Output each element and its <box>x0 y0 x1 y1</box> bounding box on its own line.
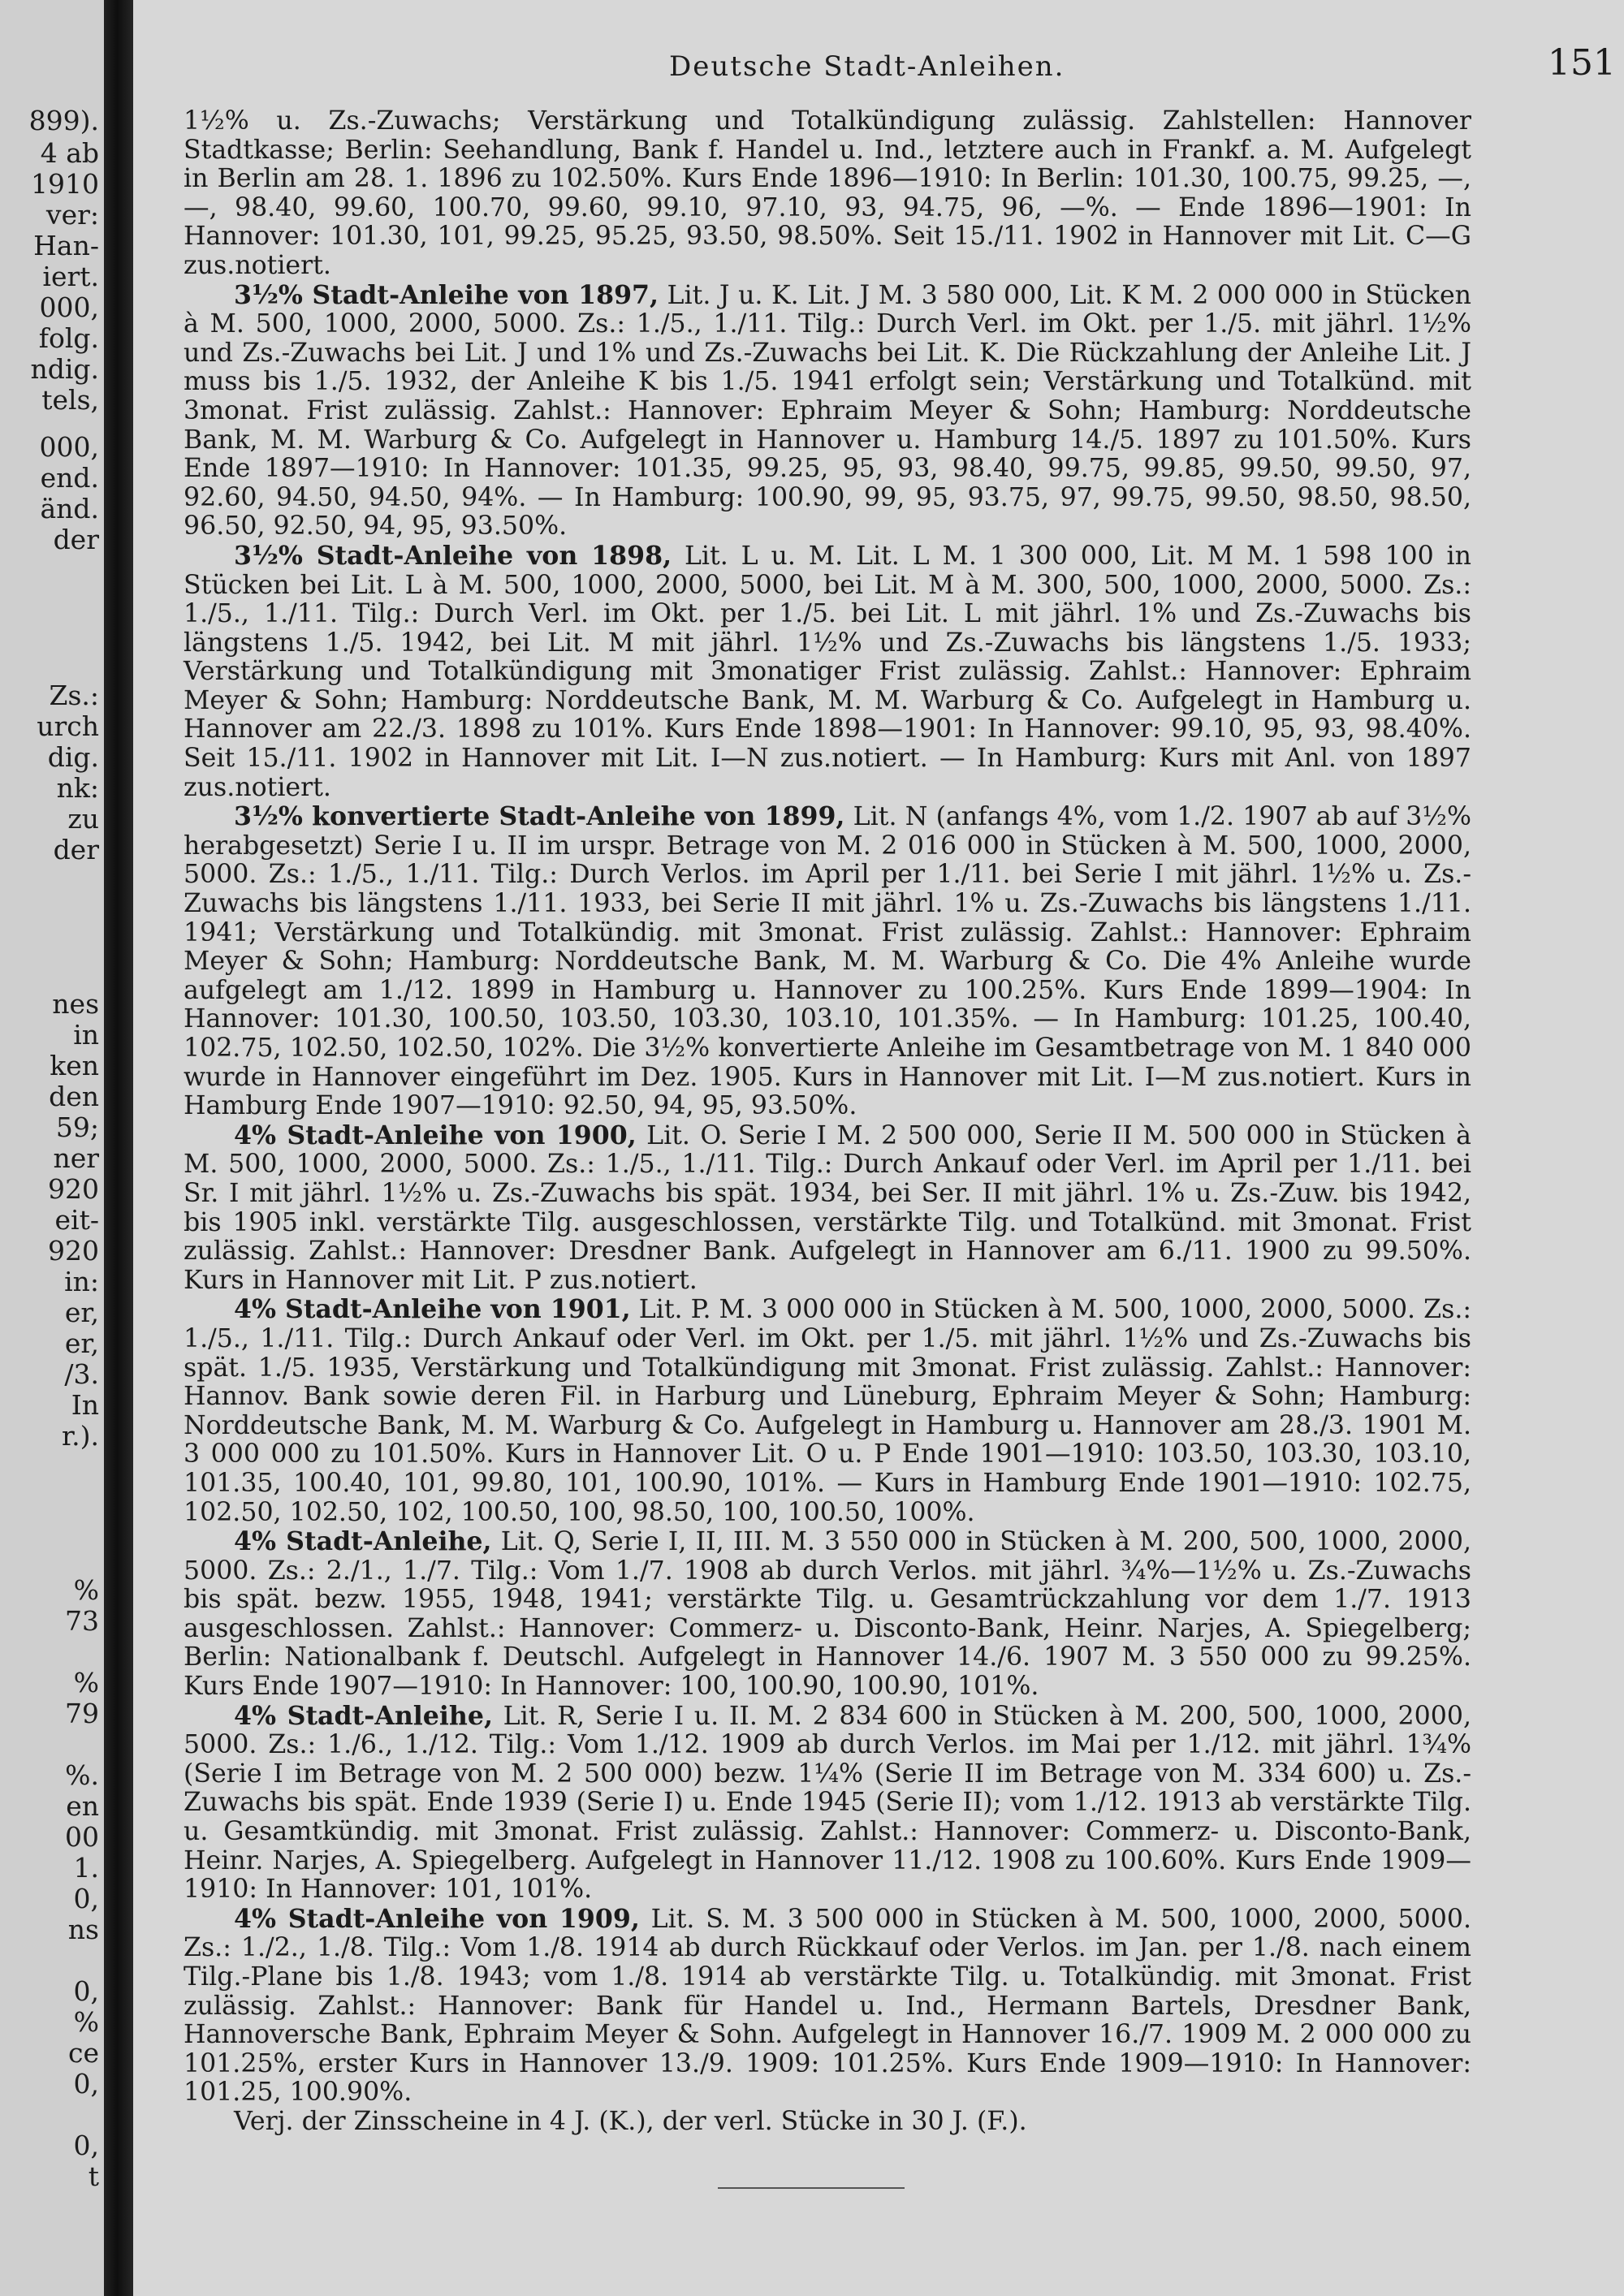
entry-heading: 4% Stadt-Anleihe von 1909, <box>234 1903 640 1934</box>
margin-fragment: %. <box>65 1759 99 1791</box>
margin-fragment: ce <box>67 2037 99 2069</box>
entry-heading: 4% Stadt-Anleihe von 1901, <box>234 1294 631 1325</box>
margin-fragment: nes <box>52 988 99 1020</box>
margin-fragment: 920 <box>48 1235 99 1267</box>
margin-fragment: 000, <box>39 291 99 323</box>
margin-fragment: nk: <box>56 772 99 804</box>
margin-fragment: % <box>73 1574 99 1606</box>
paragraph <box>184 542 1471 802</box>
margin-fragment: % <box>73 2006 99 2038</box>
margin-fragment: eit- <box>54 1204 99 1236</box>
margin-fragment: zu <box>67 803 99 835</box>
body-text <box>184 107 1471 2137</box>
paragraph-text: Lit. Q, Serie I, II, III. M. 3 550 000 in Stücken à M. 200, 500, 1000, 2000, 5000. Zs.: 2./1., 1./7. Tilg.: Vom 1./7. 1908 ab durch Verlos. mit jährl. ¾%—1½% u. Zs.-Zuwachs bis spät. bezw. 1955, 1948, 1941; verstärkte Tilg. u. Gesamtrückzahlung vor dem 1./7. 1913 ausgeschlossen. Zahlst.: Hannover: Commerz- u. Disconto-Bank, Heinr. Narjes, A. Spiegelberg; Berlin: Nationalbank f. Deutschl. Aufgelegt in Hannover 14./6. 1907 M. 3 550 000 zu 99.25%. Kurs Ende 1907—1910: In Hannover: 100, 100.90, 100.90, 101%. <box>184 1527 1471 1702</box>
margin-fragment: In <box>71 1389 99 1421</box>
margin-fragment: ner <box>53 1142 99 1174</box>
paragraph <box>184 107 1471 281</box>
margin-fragment: tels, <box>41 384 99 416</box>
margin-fragment: ver: <box>45 199 99 231</box>
margin-fragment: ndig. <box>30 353 99 385</box>
paragraph-text: Verj. der Zinsscheine in 4 J. (K.), der verl. Stücke in 30 J. (F.). <box>234 2106 1027 2136</box>
entry-heading: 4% Stadt-Anleihe, <box>234 1526 492 1557</box>
margin-fragment: 899). <box>28 105 99 136</box>
paragraph-text: Lit. N (anfangs 4%, vom 1./2. 1907 ab auf 3½% herabgesetzt) Serie I u. II im urspr. Betrage von M. 2 016 000 in Stücken à M. 500, 1000, 2000, 5000. Zs.: 1./5., 1./11. Tilg.: Durch Verlos. im April per 1./11. bei Serie I mit jährl. 1½% u. Zs.-Zuwachs bis längstens 1./11. 1933, bei Serie II mit jährl. 1% u. Zs.-Zuwachs bis längstens 1./11. 1941; Verstärkung und Totalkündig. mit 3monat. Frist zulässig. Zahlst.: Hannover: Ephraim Meyer & Sohn; Hamburg: Norddeutsche Bank, M. M. Warburg & Co. Die 4% Anleihe wurde aufgelegt am 1./12. 1899 in Hamburg u. Hannover zu 100.25%. Kurs Ende 1899—1904: In Hannover: 101.30, 100.50, 103.50, 103.30, 103.10, 101.35%. — In Hamburg: 101.25, 100.40, 102.75, 102.50, 102.50, 102%. Die 3½% konvertierte Anleihe im Gesamtbetrage von M. 1 840 000 wurde in Hannover eingeführt im Dez. 1905. Kurs in Hannover mit Lit. I—M zus.notiert. Kurs in Hamburg Ende 1907—1910: 92.50, 94, 95, 93.50%. <box>184 802 1471 1121</box>
margin-fragment: 0, <box>73 1883 99 1914</box>
margin-fragment: end. <box>40 462 99 494</box>
paragraph-text: Lit. L u. M. Lit. L M. 1 300 000, Lit. M M. 1 598 100 in Stücken bei Lit. L à M. 500, 1000, 2000, 5000, bei Lit. M à M. 300, 500, 1000, 2000, 5000. Zs.: 1./5., 1./11. Tilg.: Durch Verl. im Okt. per 1./5. bei Lit. L mit jährl. 1% und Zs.-Zuwachs bis längstens 1./5. 1942, bei Lit. M mit jährl. 1½% und Zs.-Zuwachs bis längstens 1./5. 1933; Verstärkung und Totalkündigung mit 3monatiger Frist zulässig. Zahlst.: Hannover: Ephraim Meyer & Sohn; Hamburg: Norddeutsche Bank, M. M. Warburg & Co. Aufgelegt in Hamburg u. Hannover am 22./3. 1898 zu 101%. Kurs Ende 1898—1901: In Hannover: 99.10, 95, 93, 98.40%. Seit 15./11. 1902 in Hannover mit Lit. I—N zus.notiert. — In Hamburg: Kurs mit Anl. von 1897 zus.notiert. <box>184 541 1472 802</box>
margin-fragment: r.). <box>61 1420 99 1452</box>
page-number: 151 <box>1548 42 1616 84</box>
margin-fragment: der <box>53 834 99 865</box>
paragraph <box>184 1527 1471 1702</box>
margin-fragment: in <box>73 1019 99 1051</box>
margin-fragment: 79 <box>65 1698 99 1729</box>
margin-fragment: er, <box>64 1297 99 1328</box>
margin-fragment: 73 <box>65 1605 99 1637</box>
entry-heading: 3½% konvertierte Stadt-Anleihe von 1899, <box>234 801 845 832</box>
paragraph-text: Lit. J u. K. Lit. J M. 3 580 000, Lit. K M. 2 000 000 in Stücken à M. 500, 1000, 2000, 5000. Zs.: 1./5., 1./11. Tilg.: Durch Verl. im Okt. per 1./5. mit jährl. 1½% und Zs.-Zuwachs bei Lit. J und 1% und Zs.-Zuwachs bei Lit. K. Die Rückzahlung der Anleihe Lit. J muss bis 1./5. 1932, der Anleihe K bis 1./5. 1941 erfolgt sein; Verstärkung und Totalkünd. mit 3monat. Frist zulässig. Zahlst.: Hannover: Ephraim Meyer & Sohn; Hamburg: Norddeutsche Bank, M. M. Warburg & Co. Aufgelegt in Hannover u. Hamburg 14./5. 1897 zu 101.50%. Kurs Ende 1897—1910: In Hannover: 101.35, 99.25, 95, 93, 98.40, 99.75, 99.85, 99.50, 99.50, 97, 92.60, 94.50, 94.50, 94%. — In Hamburg: 100.90, 99, 95, 93.75, 97, 99.75, 99.50, 98.50, 98.50, 96.50, 92.50, 94, 95, 93.50%. <box>184 280 1471 542</box>
entry-heading: 3½% Stadt-Anleihe von 1897, <box>234 279 659 310</box>
margin-fragment: t <box>88 2160 99 2192</box>
running-title: Deutsche Stadt-Anleihen. <box>669 50 1065 83</box>
margin-fragment: ns <box>67 1914 99 1945</box>
margin-fragment: en <box>66 1790 99 1822</box>
margin-fragment: 1910 <box>31 168 99 200</box>
margin-fragment: 000, <box>39 431 99 463</box>
margin-fragment: 0, <box>73 2130 99 2161</box>
paragraph <box>184 1702 1471 1905</box>
margin-fragment: der <box>53 524 99 555</box>
margin-fragment: 920 <box>48 1173 99 1205</box>
margin-fragment: 0, <box>73 2068 99 2100</box>
paragraph-text: Lit. O. Serie I M. 2 500 000, Serie II M. 500 000 in Stücken à M. 500, 1000, 2000, 5000. Zs.: 1./5., 1./11. Tilg.: Durch Ankauf oder Verl. im April per 1./11. bei Sr. I mit jährl. 1½% u. Zs.-Zuwachs bis spät. 1934, bei Ser. II mit jährl. 1% u. Zs.-Zuw. bis 1942, bis 1905 inkl. verstärkte Tilg. ausgeschlossen, verstärkte Tilg. und Totalkünd. mit 3monat. Frist zulässig. Zahlst.: Hannover: Dresdner Bank. Aufgelegt in Hannover am 6./11. 1900 zu 99.50%. Kurs in Hannover mit Lit. P zus.notiert. <box>184 1120 1472 1295</box>
margin-fragment: änd. <box>40 493 99 524</box>
entry-heading: 4% Stadt-Anleihe von 1900, <box>234 1120 637 1150</box>
margin-fragment: /3. <box>64 1358 99 1390</box>
margin-fragment: in: <box>64 1266 99 1297</box>
margin-fragment: Han- <box>33 230 99 261</box>
entry-heading: 4% Stadt-Anleihe, <box>234 1700 493 1731</box>
margin-fragment: % <box>73 1667 99 1698</box>
page <box>133 0 1624 2296</box>
margin-fragment: ken <box>50 1050 99 1081</box>
paragraph-text: 1½% u. Zs.-Zuwachs; Verstärkung und Totalkündigung zulässig. Zahlstellen: Hannover Stadtkasse; Berlin: Seehandlung, Bank f. Handel u. Ind., letztere auch in Frankf. a. M. Aufgelegt in Berlin am 28. 1. 1896 zu 102.50%. Kurs Ende 1896—1910: In Berlin: 101.30, 100.75, 99.25, —, —, 98.40, 99.60, 100.70, 99.60, 99.10, 97.10, 93, 94.75, 96, —%. — Ende 1896—1901: In Hannover: 101.30, 101, 99.25, 95.25, 93.50, 98.50%. Seit 15./11. 1902 in Hannover mit Lit. C—G zus.notiert. <box>184 106 1471 280</box>
margin-fragment: 0, <box>73 1975 99 2007</box>
margin-fragment: 59; <box>55 1111 99 1143</box>
paragraph <box>184 281 1471 542</box>
paragraph-text: Lit. S. M. 3 500 000 in Stücken à M. 500, 1000, 2000, 5000. Zs.: 1./2., 1./8. Tilg.: Vom 1./8. 1914 ab durch Rückkauf oder Verlos. im Jan. per 1./8. nach einem Tilg.-Plane bis 1./8. 1943; vom 1./8. 1914 ab verstärkte Tilg. u. Totalkündig. mit 3monat. Frist zulässig. Zahlst.: Hannover: Bank für Handel u. Ind., Hermann Bartels, Dresdner Bank, Hannoversche Bank, Ephraim Meyer & Sohn. Aufgelegt in Hannover 16./7. 1909 M. 2 000 000 zu 101.25%, erster Kurs in Hannover 13./9. 1909: 101.25%. Kurs Ende 1909—1910: In Hannover: 101.25, 100.90%. <box>184 1904 1471 2108</box>
margin-fragment: Zs.: <box>49 680 99 711</box>
margin-fragment: 4 ab <box>40 137 99 169</box>
footer-rule <box>718 2187 905 2189</box>
margin-fragment: iert. <box>42 261 99 292</box>
paragraph <box>184 802 1471 1121</box>
margin-fragment: er, <box>64 1327 99 1359</box>
paragraph-text: Lit. R, Serie I u. II. M. 2 834 600 in Stücken à M. 200, 500, 1000, 2000, 5000. Zs.: 1./6., 1./12. Tilg.: Vom 1./12. 1909 ab durch Verlos. im Mai per 1./12. mit jährl. 1¾% (Serie I im Betrage von M. 2 500 000) bezw. 1¼% (Serie II im Betrage von M. 334 600) u. Zs.-Zuwachs bis spät. Ende 1939 (Serie I) u. Ende 1945 (Serie II); vom 1./12. 1913 ab verstärkte Tilg. u. Gesamtkündig. mit 3monat. Frist zulässig. Zahlst.: Hannover: Commerz- u. Disconto-Bank, Heinr. Narjes, A. Spiegelberg. Aufgelegt in Hannover 11./12. 1908 zu 100.60%. Kurs Ende 1909—1910: In Hannover: 101, 101%. <box>184 1701 1471 1905</box>
paragraph <box>184 1295 1471 1527</box>
book-spine <box>104 0 133 2296</box>
paragraph <box>184 1121 1471 1296</box>
margin-fragment: dig. <box>47 741 99 773</box>
margin-fragment: 00 <box>65 1821 99 1853</box>
paragraph <box>184 2108 1471 2137</box>
margin-fragment: urch <box>37 710 99 742</box>
paragraph-text: Lit. P. M. 3 000 000 in Stücken à M. 500, 1000, 2000, 5000. Zs.: 1./5., 1./11. Tilg.: Durch Ankauf oder Verl. im Okt. per 1./5. mit jährl. 1½% und Zs.-Zuwachs bis spät. 1./5. 1935, Verstärkung und Totalkündigung mit 3monat. Frist zulässig. Zahlst.: Hannover: Hannov. Bank sowie deren Fil. in Harburg und Lüneburg, Ephraim Meyer & Sohn; Hamburg: Norddeutsche Bank, M. M. Warburg & Co. Aufgelegt in Hamburg u. Hannover am 28./3. 1901 M. 3 000 000 zu 101.50%. Kurs in Hannover Lit. O u. P Ende 1901—1910: 103.50, 103.30, 103.10, 101.35, 100.40, 101, 99.80, 101, 100.90, 101%. — Kurs in Hamburg Ende 1901—1910: 102.75, 102.50, 102.50, 102, 100.50, 100, 98.50, 100, 100.50, 100%. <box>184 1295 1472 1527</box>
margin-fragment: den <box>49 1081 99 1112</box>
entry-heading: 3½% Stadt-Anleihe von 1898, <box>234 540 672 571</box>
paragraph <box>184 1905 1471 2108</box>
margin-fragment: 1. <box>73 1852 99 1884</box>
margin-fragment: folg. <box>38 322 99 354</box>
previous-page-margin <box>0 0 104 2296</box>
